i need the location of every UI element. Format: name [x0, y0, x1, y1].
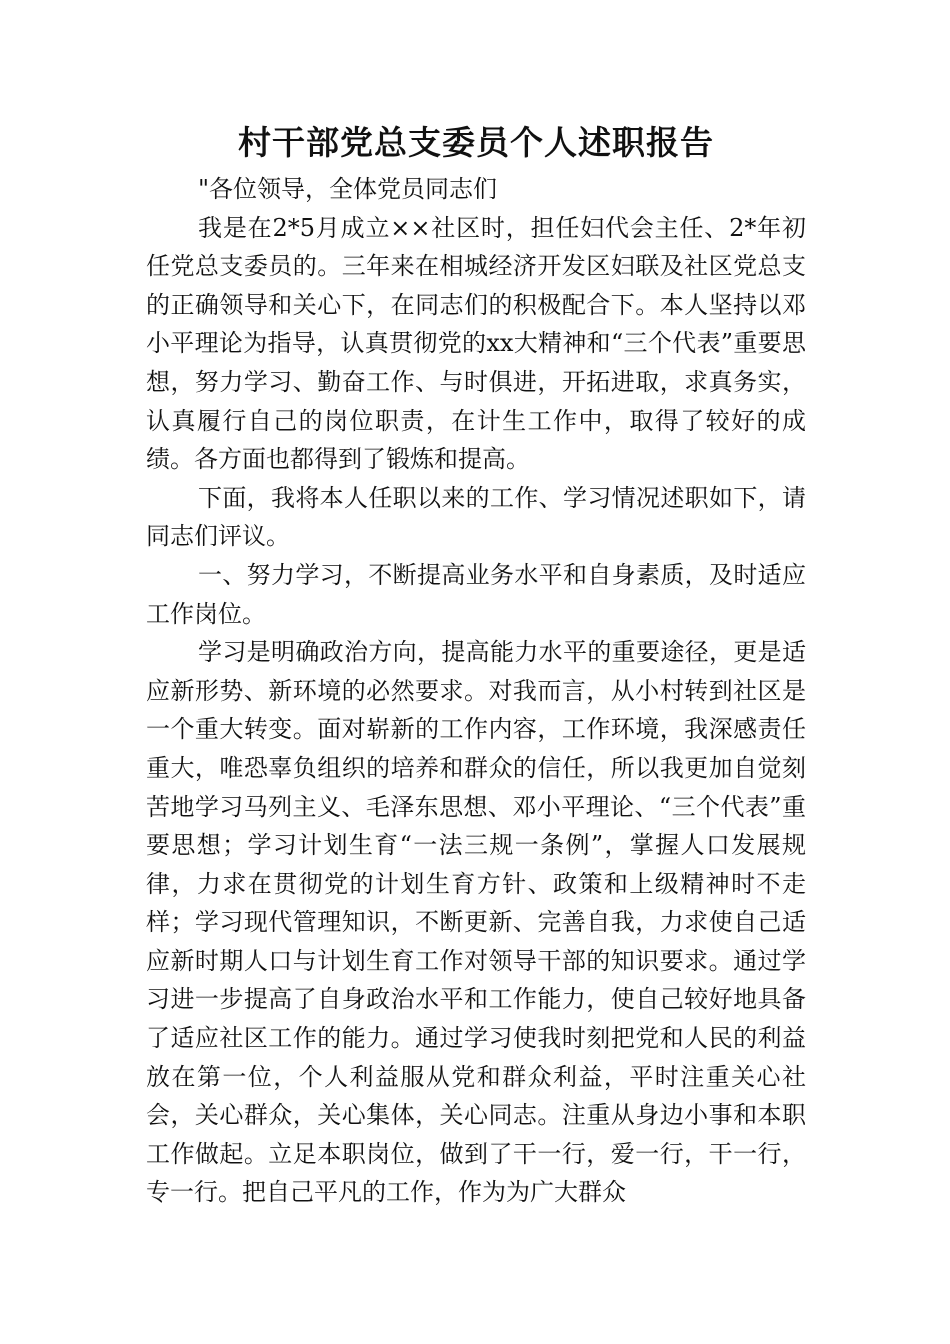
- greeting-line: "各位领导，全体党员同志们: [198, 175, 498, 203]
- document-page: [146, 118, 806, 1212]
- document-title: 村干部党总支委员个人述职报告: [238, 123, 714, 162]
- paragraph-report-intro: 下面，我将本人任职以来的工作、学习情况述职如下，请同志们评议。: [146, 483, 806, 551]
- paragraph-study: 学习是明确政治方向，提高能力水平的重要途径，更是适应新形势、新环境的必然要求。对我而言，从小村转到社区是一个重大转变。面对崭新的工作内容，工作环境，我深感责任重大，唯恐辜负组织的培养和群众的信任，所以我更加自觉刻苦地学习马列主义、毛泽东思想、邓小平理论、“三个代表”重要思想；学习计划生育“一法三规一条例”，掌握人口发展规律，力求在贯彻党的计划生育方针、政策和上级精神时不走样；学习现代管理知识，不断更新、完善自我，力求使自己适应新时期人口与计划生育工作对领导干部的知识要求。通过学习进一步提高了自身政治水平和工作能力，使自己较好地具备了适应社区工作的能力。通过学习使我时刻把党和人民的利益放在第一位，个人利益服从党和群众利益，平时注重关心社会，关心群众，关心集体，关心同志。注重从身边小事和本职工作做起。立足本职岗位，做到了干一行，爱一行，干一行，专一行。把自己平凡的工作，作为为广大群众: [146, 638, 806, 1207]
- section-heading-1: 一、努力学习，不断提高业务水平和自身素质，及时适应工作岗位。: [146, 560, 806, 628]
- paragraph-intro: 我是在2*5月成立××社区时，担任妇代会主任、2*年初任党总支委员的。三年来在相城经济开发区妇联及社区党总支的正确领导和关心下，在同志们的积极配合下。本人坚持以邓小平理论为指导，认真贯彻党的xx大精神和“三个代表”重要思想，努力学习、勤奋工作、与时俱进，开拓进取，求真务实，认真履行自己的岗位职责，在计生工作中，取得了较好的成绩。各方面也都得到了锻炼和提高。: [146, 213, 806, 474]
